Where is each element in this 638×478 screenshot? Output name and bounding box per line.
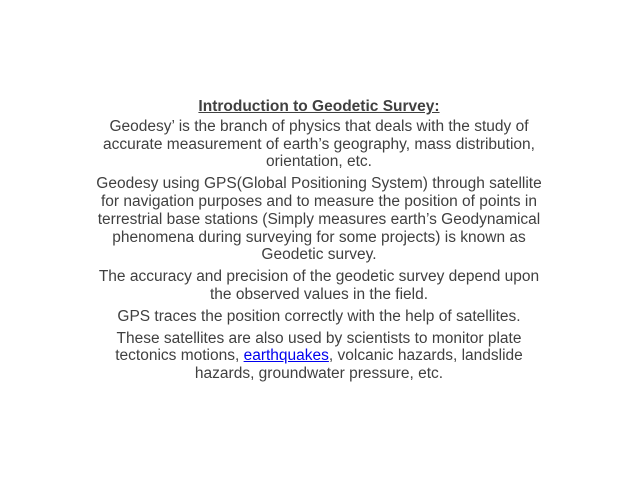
paragraph-gps-geodesy: Geodesy using GPS(Global Positioning System) through satellite for navigation purposes and to measure the position of points in terrestrial base stations (Simply measures earth’s Geodynamical phenomena during surveying for some projects) is known as Geodetic survey. — [96, 175, 542, 264]
slide-content — [88, 98, 550, 387]
earthquakes-link[interactable]: earthquakes — [243, 347, 329, 365]
paragraph-satellite-uses — [88, 330, 550, 383]
paragraph-satellite-uses-after: , volcanic hazards, landslide hazards, groundwater pressure, etc. — [194, 347, 523, 383]
paragraph-accuracy: The accuracy and precision of the geodetic survey depend upon the observed values in the field. — [98, 268, 540, 303]
paragraph-gps-traces: GPS traces the position correctly with the help of satellites. — [117, 307, 521, 325]
slide-title: Introduction to Geodetic Survey: — [198, 98, 440, 115]
paragraph-satellite-uses-before: These satellites are also used by scientists to monitor plate tectonics motions, — [115, 329, 522, 365]
paragraph-definition: Geodesy’ is the branch of physics that deals with the study of accurate measurement of earth’s geography, mass distribution, orientation, etc. — [103, 117, 535, 171]
